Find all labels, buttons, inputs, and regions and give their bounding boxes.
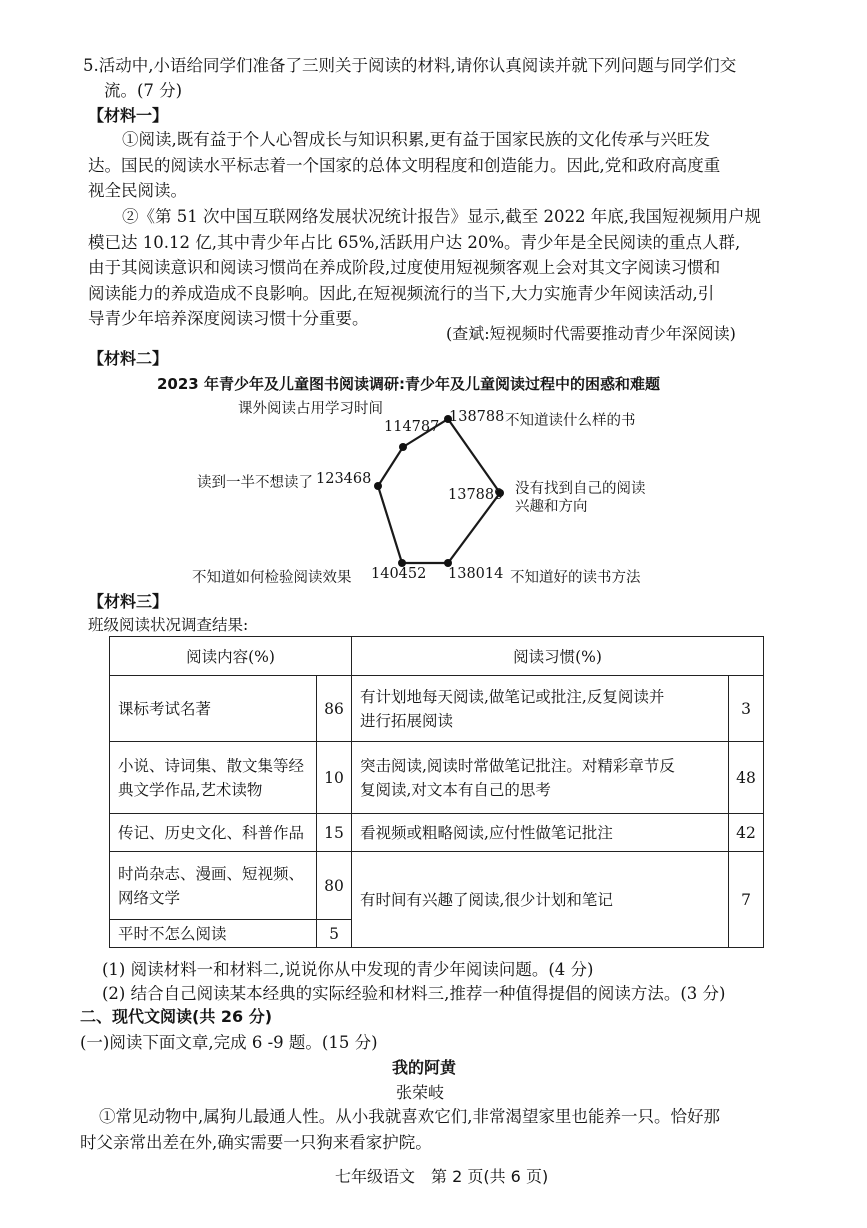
material-1-label: 【材料一】: [88, 106, 169, 125]
table-header: 阅读习惯(%): [352, 637, 764, 676]
chart-value: 138014: [448, 566, 504, 582]
table-row: [110, 814, 764, 852]
content-value: 80: [317, 852, 352, 920]
question-5-line-2: 流。(7 分): [104, 81, 183, 100]
table-header-row: [110, 637, 764, 676]
section-heading: 二、现代文阅读(共 26 分): [80, 1007, 273, 1026]
chart-label: 不知道如何检验阅读效果: [192, 570, 352, 586]
habit-cell: 有时间有兴趣了阅读,很少计划和笔记: [352, 852, 729, 948]
habit-value: 3: [729, 676, 764, 742]
chart-label: 没有找到自己的阅读: [515, 481, 646, 497]
chart-value: 140452: [371, 566, 427, 582]
table-header: 阅读内容(%): [110, 637, 352, 676]
article-line: ①常见动物中,属狗儿最通人性。从小我就喜欢它们,非常渴望家里也能养一只。恰好那: [99, 1107, 720, 1126]
habit-value: 7: [729, 852, 764, 948]
content-value: 10: [317, 742, 352, 814]
material-1-p2-line: 模已达 10.12 亿,其中青少年占比 65%,活跃用户达 20%。青少年是全民阅读的重点人群,: [88, 233, 741, 252]
habit-cell: 有计划地每天阅读,做笔记或批注,反复阅读并 进行拓展阅读: [352, 676, 729, 742]
article-title: 我的阿黄: [392, 1058, 457, 1077]
chart-label: 不知道读什么样的书: [505, 413, 636, 429]
content-value: 5: [317, 920, 352, 948]
chart-point: [374, 482, 382, 490]
chart-label: 课外阅读占用学习时间: [238, 401, 383, 417]
material-2-label: 【材料二】: [88, 349, 169, 368]
material-1-p1-line: 视全民阅读。: [88, 181, 187, 200]
chart-title: 2023 年青少年及儿童图书阅读调研:青少年及儿童阅读过程中的困惑和难题: [157, 375, 660, 393]
habit-cell: 看视频或粗略阅读,应付性做笔记批注: [352, 814, 729, 852]
article-line: 时父亲常出差在外,确实需要一只狗来看家护院。: [80, 1133, 432, 1152]
sub-question-1: (1) 阅读材料一和材料二,说说你从中发现的青少年阅读问题。(4 分): [102, 960, 594, 979]
material-1-p2-line: 阅读能力的养成造成不良影响。因此,在短视频流行的当下,大力实施青少年阅读活动,引: [88, 284, 715, 303]
question-5-line-1: 5.活动中,小语给同学们准备了三则关于阅读的材料,请你认真阅读并就下列问题与同学们交: [83, 56, 737, 75]
chart-value: 114787: [384, 419, 440, 435]
content-cell: 传记、历史文化、科普作品: [110, 814, 317, 852]
chart-label: 不知道好的读书方法: [510, 570, 641, 586]
content-cell: 平时不怎么阅读: [110, 920, 317, 948]
chart-value: 138788: [449, 409, 505, 425]
page-footer: 七年级语文 第 2 页(共 6 页): [335, 1167, 549, 1186]
content-cell: 时尚杂志、漫画、短视频、 网络文学: [110, 852, 317, 920]
sub-question-2: (2) 结合自己阅读某本经典的实际经验和材料三,推荐一种值得提倡的阅读方法。(3 分): [102, 984, 726, 1003]
section-subheading: (一)阅读下面文章,完成 6 -9 题。(15 分): [80, 1033, 378, 1052]
survey-table: [109, 636, 764, 948]
chart-point: [399, 443, 407, 451]
article-author: 张荣岐: [396, 1083, 445, 1102]
chart-value: 137889: [448, 487, 504, 503]
content-cell: 课标考试名著: [110, 676, 317, 742]
content-value: 15: [317, 814, 352, 852]
material-1-p2-line: 导青少年培养深度阅读习惯十分重要。: [88, 309, 369, 328]
habit-value: 48: [729, 742, 764, 814]
material-3-label: 【材料三】: [88, 592, 169, 611]
table-row: [110, 852, 764, 920]
material-1-p1-line: 达。国民的阅读水平标志着一个国家的总体文明程度和创造能力。因此,党和政府高度重: [88, 156, 721, 175]
table-row: [110, 676, 764, 742]
material-1-p2-line: 由于其阅读意识和阅读习惯尚在养成阶段,过度使用短视频客观上会对其文字阅读习惯和: [88, 258, 721, 277]
chart-label: 读到一半不想读了: [197, 475, 313, 491]
chart-value: 123468: [316, 471, 372, 487]
content-value: 86: [317, 676, 352, 742]
habit-cell: 突击阅读,阅读时常做笔记批注。对精彩章节反 复阅读,对文本有自己的思考: [352, 742, 729, 814]
radar-chart: [0, 0, 867, 600]
habit-value: 42: [729, 814, 764, 852]
material-1-source: (查斌:短视频时代需要推动青少年深阅读): [446, 324, 736, 343]
material-1-p1-line: ①阅读,既有益于个人心智成长与知识积累,更有益于国家民族的文化传承与兴旺发: [122, 130, 710, 149]
table-row: [110, 742, 764, 814]
chart-label: 兴趣和方向: [515, 499, 588, 515]
survey-intro: 班级阅读状况调查结果:: [88, 616, 249, 634]
material-1-p2-line: ②《第 51 次中国互联网络发展状况统计报告》显示,截至 2022 年底,我国短视频用户规: [122, 207, 761, 226]
content-cell: 小说、诗词集、散文集等经 典文学作品,艺术读物: [110, 742, 317, 814]
